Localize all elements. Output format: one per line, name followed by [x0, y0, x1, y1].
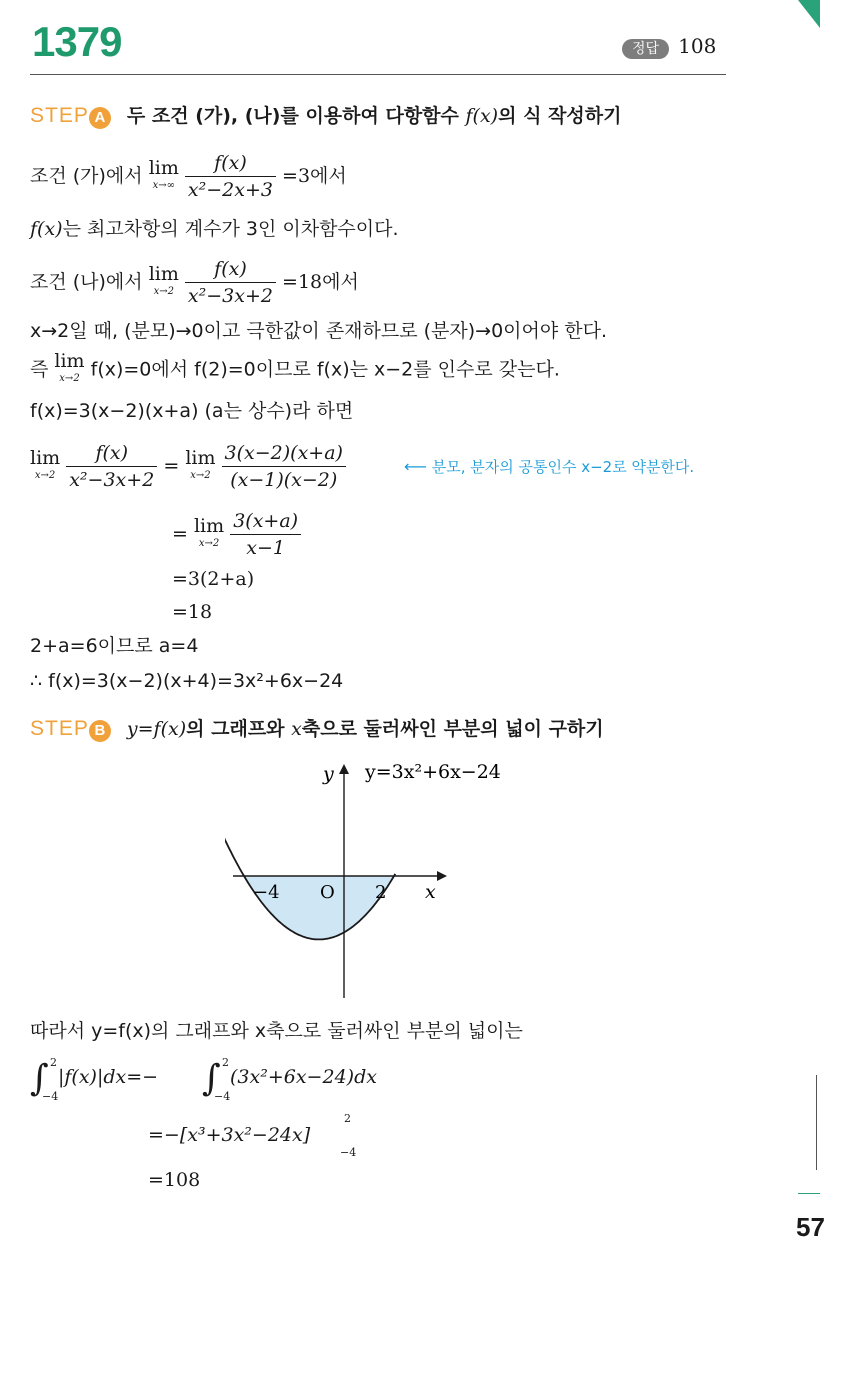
- l1-pre: 조건 (가)에서: [30, 165, 149, 187]
- stepA-title-math: f(x): [465, 105, 499, 127]
- parabola-graph: [225, 758, 545, 1008]
- x-axis-arrow: [437, 871, 447, 881]
- l7-limit-right: lim x→2: [185, 446, 216, 481]
- stepB-line3: =−[x³+3x²−24x] 2 −4: [148, 1112, 357, 1159]
- corner-tab: [798, 0, 820, 28]
- l1-eq: =3에서: [282, 165, 347, 187]
- stepA-line1: [30, 150, 347, 203]
- stepA-line11: 2+a=6이므로 a=4: [30, 635, 199, 657]
- answer-label: [622, 34, 716, 58]
- stepB-line1: 따라서 y=f(x)의 그래프와 x축으로 둘러싸인 부분의 넓이는: [30, 1020, 523, 1042]
- l3-limit: lim x→2: [148, 262, 179, 297]
- l8-limit: lim x→2: [193, 514, 225, 549]
- stepB-title-x: x: [291, 718, 302, 740]
- stepA-line4: x→2일 때, (분모)→0이고 극한값이 존재하므로 (분자)→0이어야 한다.: [30, 320, 608, 342]
- stepB-line2: ∫ 2 −4 |f(x)|dx=− ∫ 2 −4 (3x²+6x−24)dx: [30, 1056, 377, 1103]
- page-number: 57: [796, 1212, 825, 1242]
- l5-body: f(x)=0에서 f(2)=0이므로 f(x)는 x−2를 인수로 갖는다.: [90, 358, 560, 381]
- l1-limit: lim x→∞: [148, 156, 179, 191]
- l7-fraction-left: $\frac{f(x)}{\text{x²−3x+2}}$: [66, 440, 157, 493]
- header-rule: [30, 74, 726, 75]
- tick-left: −4: [253, 882, 280, 903]
- stepB-title-mid: 의 그래프와: [186, 718, 292, 740]
- l7-limit-left: lim x→2: [30, 446, 61, 481]
- stepA-title: [30, 103, 621, 129]
- stepA-line3: [30, 256, 359, 309]
- answer-value: 108: [678, 34, 717, 58]
- curve-label: y=3x²+6x−24: [365, 761, 501, 783]
- l2-math: f(x): [30, 218, 63, 240]
- stepA-title-pre: 두 조건 (가), (나)를 이용하여 다항함수: [126, 105, 466, 127]
- y-label: y: [323, 763, 334, 785]
- answer-badge: 정답: [622, 39, 669, 59]
- stepA-line7: lim x→2 $\frac{f(x)}{\text{x²−3x+2}}$ = lim x→2 $\frac{3(x-2)(x+a)}{(x-1)(x-2)}$: [30, 440, 346, 493]
- l3-fraction: $\frac{f(x)}{\text{x²−3x+2}}$: [185, 256, 276, 309]
- stepA-title-post: 의 식 작성하기: [498, 105, 622, 127]
- l7-fraction-right: $\frac{3(x-2)(x+a)}{(x-1)(x-2)}$: [222, 440, 346, 493]
- stepB-title: [30, 716, 604, 742]
- side-vertical-text: [816, 1075, 825, 1170]
- stepA-line6: f(x)=3(x−2)(x+a) (a는 상수)라 하면: [30, 400, 354, 422]
- stepA-line2: [30, 216, 399, 242]
- side-rule: [798, 1193, 820, 1194]
- l2-text: 는 최고차항의 계수가 3인 이차함수이다.: [62, 218, 399, 240]
- origin-label: O: [320, 882, 335, 903]
- stepA-line12: ∴ f(x)=3(x−2)(x+4)=3x²+6x−24: [30, 670, 344, 692]
- stepA-line8: = lim x→2 $\frac{3(x+a)}{x-1}$: [172, 508, 301, 561]
- stepA-line10: =18: [172, 601, 213, 623]
- stepB-label: STEP: [30, 717, 89, 740]
- l3-eq: =18에서: [282, 271, 359, 293]
- stepA-line9: =3(2+a): [172, 568, 255, 590]
- stepA-line5: 즉 lim x→2 f(x)=0에서 f(2)=0이므로 f(x)는 x−2를 인수로 갖는다.: [30, 352, 560, 388]
- l8-fraction: $\frac{3(x+a)}{x-1}$: [230, 508, 301, 561]
- cancel-note: ⟵ 분모, 분자의 공통인수 x−2로 약분한다.: [404, 457, 695, 476]
- tick-right: 2: [375, 882, 387, 903]
- stepB-title-post: 축으로 둘러싸인 부분의 넓이 구하기: [301, 718, 604, 740]
- stepB-title-math: y=f(x): [126, 718, 187, 740]
- l3-pre: 조건 (나)에서: [30, 271, 149, 293]
- stepA-letter: A: [89, 107, 111, 129]
- problem-number: 1379: [32, 18, 122, 65]
- stepB-letter: B: [89, 720, 111, 742]
- stepA-label: STEP: [30, 104, 89, 127]
- x-label: x: [425, 881, 436, 903]
- stepB-line4: =108: [148, 1169, 201, 1191]
- y-axis-arrow: [339, 764, 349, 774]
- l1-fraction: $\frac{f(x)}{\text{x²−2x+3}}$: [185, 150, 276, 203]
- l5-limit: lim x→2: [54, 350, 85, 384]
